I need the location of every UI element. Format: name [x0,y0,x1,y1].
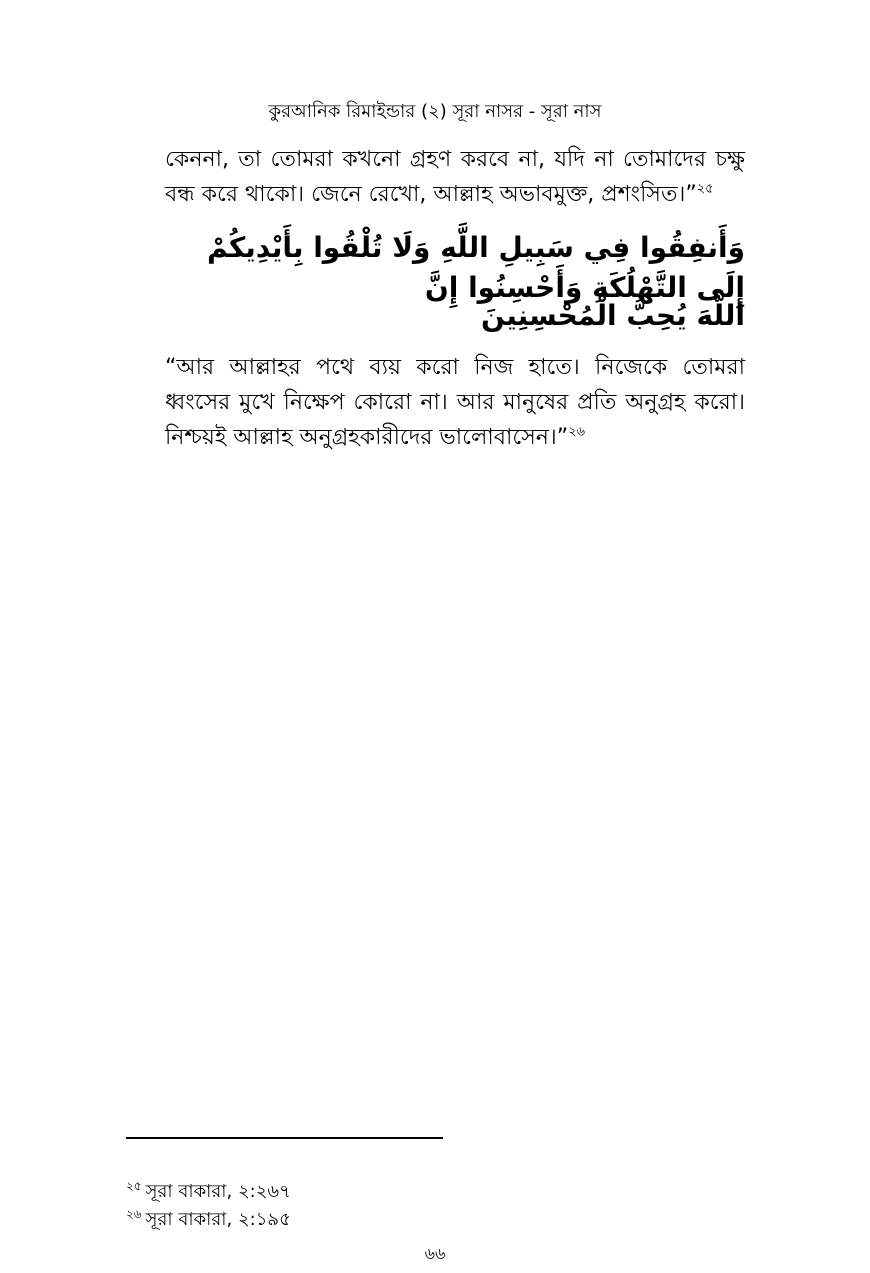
paragraph-2-text: “আর আল্লাহর পথে ব্যয় করো নিজ হাতে। নিজেকে তোমরা ধ্বংসের মুখে নিক্ষেপ কোরো না। আর মানুষের প্রতি অনুগ্রহ করো। নিশ্চয়ই আল্লাহ অনুগ্রহকারীদের ভালোবাসেন।” [165,355,745,450]
footnote-text: সূরা বাকারা, ২:১৯৫ [145,1209,291,1230]
footnote-26 [126,1208,291,1232]
footnote-mark: ২৬ [126,1207,142,1221]
paragraph-1-text: কেননা, তা তোমরা কখনো গ্রহণ করবে না, যদি না তোমাদের চক্ষু বন্ধ করে থাকো। জেনে রেখো, আল্লাহ অভাবমুক্ত, প্রশংসিত।” [165,147,745,207]
arabic-verse-line-1: وَأَنفِقُوا فِي سَبِيلِ اللَّهِ وَلَا تُلْقُوا بِأَيْدِيكُمْ إِلَى التَّهْلُكَةِ وَأَحْسِنُوا إِنَّ [206,231,745,304]
page-number: ৬৬ [424,1244,446,1263]
footnote-reference-26: ২৬ [568,424,586,440]
footnote-reference-25: ২৫ [696,181,714,197]
arabic-verse-line-2: اللَّهَ يُحِبُّ الْمُحْسِنِينَ [481,299,745,332]
footnote-mark: ২৫ [126,1179,142,1193]
body-paragraph-1 [165,142,745,212]
footnote-separator [126,1137,443,1139]
running-header: কুরআনিক রিমাইন্ডার (২) সূরা নাসর - সূরা নাস [268,101,602,122]
footnote-25 [126,1180,291,1204]
body-paragraph-2 [165,350,745,455]
footnote-text: সূরা বাকারা, ২:২৬৭ [145,1181,291,1202]
